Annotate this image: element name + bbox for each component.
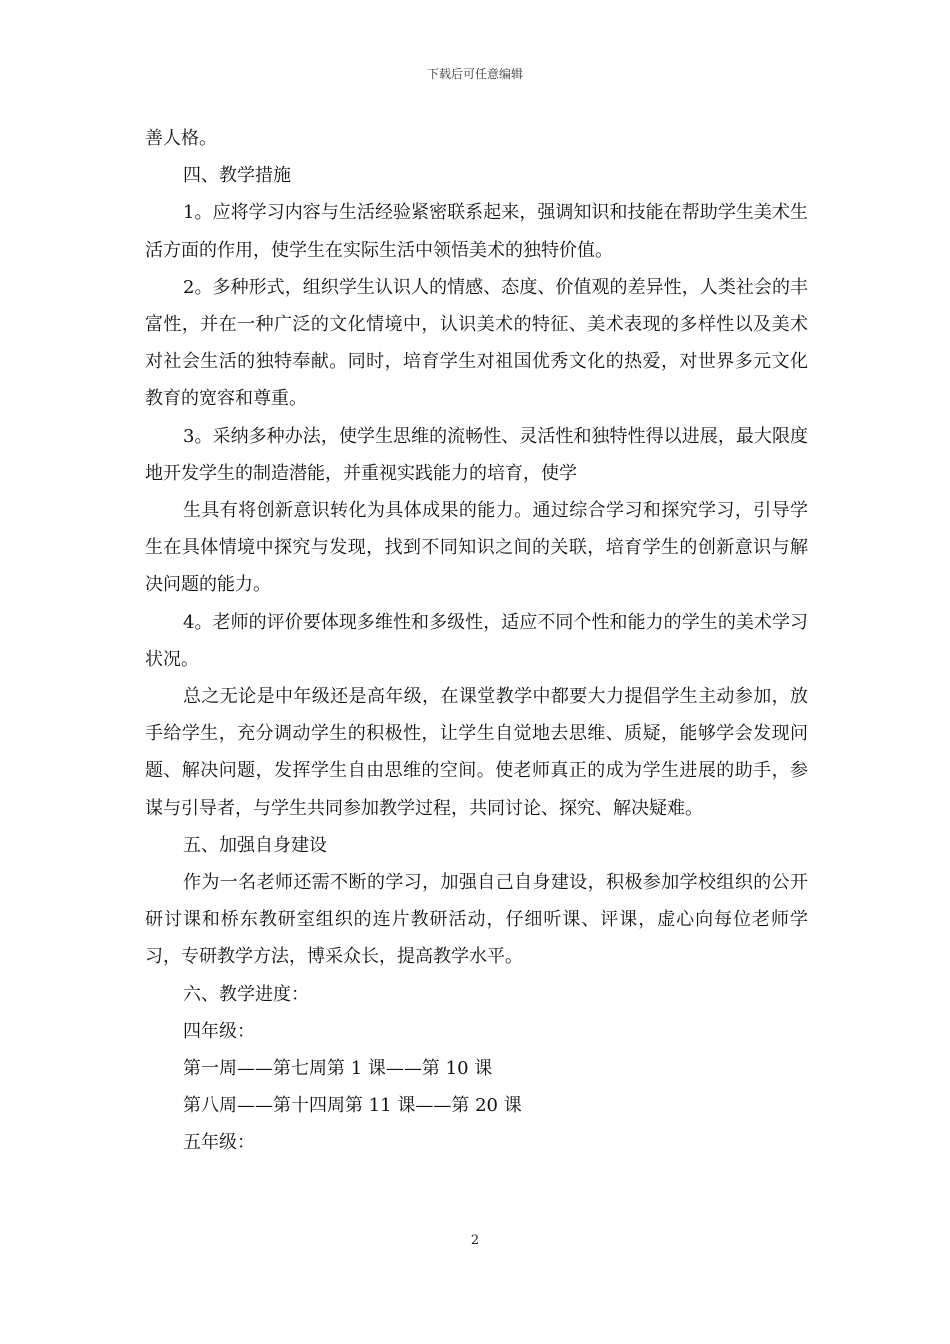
document-body — [145, 120, 808, 1162]
paragraph-measure-3: 3。采纳多种办法，使学生思维的流畅性、灵活性和独特性得以进展，最大限度地开发学生的制造潜能，并重视实践能力的培育，使学 — [145, 425, 808, 484]
paragraph-continuation: 善人格。 — [145, 128, 217, 149]
section-heading-teaching-schedule: 六、教学进度： — [183, 983, 309, 1005]
schedule-grade-4-item-1: 第一周——第七周第 1 课——第 10 课 — [183, 1058, 493, 1080]
paragraph-measure-3-continued: 生具有将创新意识转化为具体成果的能力。通过综合学习和探究学习，引导学生在具体情境中探究与发现，找到不同知识之间的关联，培育学生的创新意识与解决问题的能力。 — [145, 500, 808, 596]
paragraph-measure-2: 2。多种形式，组织学生认识人的情感、态度、价值观的差异性，人类社会的丰富性，并在一种广泛的文化情境中，认识美术的特征、美术表现的多样性以及美术对社会生活的独特奉献。同时，培育学生对祖国优秀文化的热爱，对世界多元文化教育的宽容和尊重。 — [145, 276, 808, 410]
schedule-grade-4-label: 四年级： — [183, 1020, 255, 1042]
section-heading-self-development: 五、加强自身建设 — [183, 834, 327, 856]
paragraph-self-development: 作为一名老师还需不断的学习，加强自己自身建设，积极参加学校组织的公开研讨课和桥东教研室组织的连片教研活动，仔细听课、评课，虚心向每位老师学习，专研教学方法，博采众长，提高教学水平。 — [145, 872, 808, 968]
page-number: 2 — [470, 1233, 480, 1248]
schedule-grade-4-item-2: 第八周——第十四周第 11 课——第 20 课 — [183, 1095, 522, 1117]
schedule-grade-5-label: 五年级： — [183, 1132, 255, 1154]
section-heading-teaching-measures: 四、教学措施 — [183, 165, 291, 187]
paragraph-measure-1: 1。应将学习内容与生活经验紧密联系起来，强调知识和技能在帮助学生美术生活方面的作用，使学生在实际生活中领悟美术的独特价值。 — [145, 202, 808, 261]
paragraph-measure-4: 4。老师的评价要体现多维性和多级性，适应不同个性和能力的学生的美术学习状况。 — [145, 611, 808, 670]
paragraph-summary: 总之无论是中年级还是高年级，在课堂教学中都要大力提倡学生主动参加，放手给学生，充分调动学生的积极性，让学生自觉地去思维、质疑，能够学会发现问题、解决问题，发挥学生自由思维的空间。使老师真正的成为学生进展的助手，参谋与引导者，与学生共同参加教学过程，共同讨论、探究、解决疑难。 — [145, 686, 808, 819]
page-header: 下载后可任意编辑 — [426, 67, 523, 81]
